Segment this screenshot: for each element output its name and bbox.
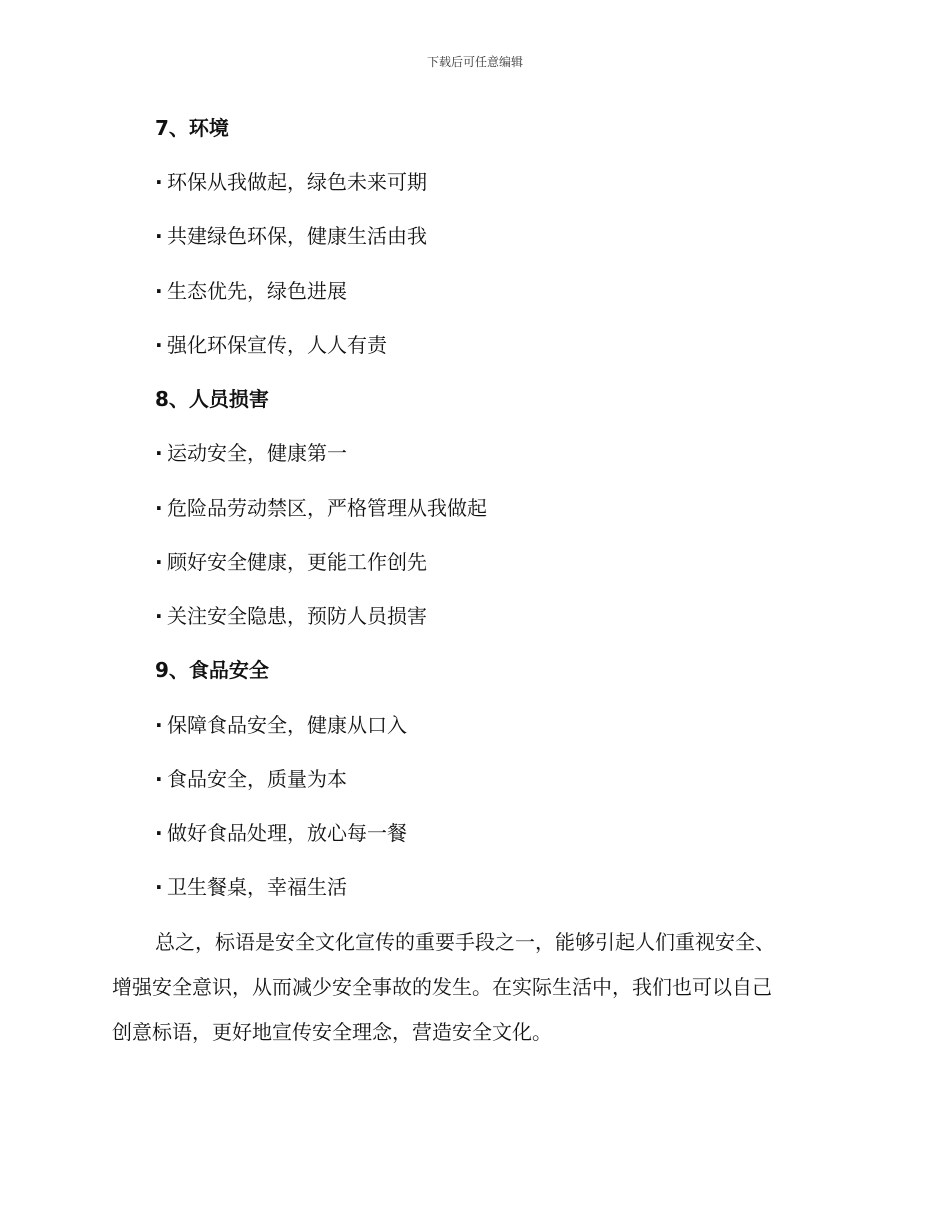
list-item-text: 卫生餐桌，幸福生活 bbox=[167, 875, 347, 899]
list-item bbox=[155, 439, 347, 467]
bullet-icon: · bbox=[155, 604, 163, 628]
bullet-icon: · bbox=[155, 441, 163, 465]
list-item bbox=[155, 765, 347, 793]
bullet-icon: · bbox=[155, 170, 163, 194]
bullet-icon: · bbox=[155, 550, 163, 574]
conclusion-line: 增强安全意识，从而减少安全事故的发生。在实际生活中，我们也可以自己 bbox=[112, 975, 772, 999]
bullet-icon: · bbox=[155, 713, 163, 737]
list-item-text: 环保从我做起，绿色未来可期 bbox=[167, 170, 427, 194]
list-item-text: 保障食品安全，健康从口入 bbox=[167, 713, 407, 737]
list-item bbox=[155, 168, 427, 196]
list-item bbox=[155, 277, 347, 305]
section-heading-environment: 7、环境 bbox=[155, 116, 229, 140]
list-item-text: 顾好安全健康，更能工作创先 bbox=[167, 550, 427, 574]
list-item bbox=[155, 711, 407, 739]
list-item-text: 做好食品处理，放心每一餐 bbox=[167, 821, 407, 845]
conclusion-line: 总之，标语是安全文化宣传的重要手段之一，能够引起人们重视安全、 bbox=[155, 930, 775, 954]
bullet-icon: · bbox=[155, 821, 163, 845]
list-item-text: 食品安全，质量为本 bbox=[167, 767, 347, 791]
list-item bbox=[155, 494, 487, 522]
bullet-icon: · bbox=[155, 224, 163, 248]
bullet-icon: · bbox=[155, 279, 163, 303]
list-item-text: 共建绿色环保，健康生活由我 bbox=[167, 224, 427, 248]
conclusion-line: 创意标语，更好地宣传安全理念，营造安全文化。 bbox=[112, 1020, 552, 1044]
list-item bbox=[155, 819, 407, 847]
list-item-text: 运动安全，健康第一 bbox=[167, 441, 347, 465]
list-item-text: 危险品劳动禁区，严格管理从我做起 bbox=[167, 496, 487, 520]
page-header: 下载后可任意编辑 bbox=[426, 55, 523, 69]
bullet-icon: · bbox=[155, 875, 163, 899]
list-item-text: 生态优先，绿色进展 bbox=[167, 279, 347, 303]
list-item-text: 强化环保宣传，人人有责 bbox=[167, 333, 387, 357]
list-item-text: 关注安全隐患，预防人员损害 bbox=[167, 604, 427, 628]
list-item bbox=[155, 548, 427, 576]
list-item bbox=[155, 222, 427, 250]
list-item bbox=[155, 602, 427, 630]
section-heading-food-safety: 9、食品安全 bbox=[155, 658, 269, 682]
list-item bbox=[155, 331, 387, 359]
bullet-icon: · bbox=[155, 767, 163, 791]
bullet-icon: · bbox=[155, 333, 163, 357]
conclusion-paragraph bbox=[112, 920, 852, 1055]
list-item bbox=[155, 873, 347, 901]
section-heading-personnel-injury: 8、人员损害 bbox=[155, 387, 269, 411]
bullet-icon: · bbox=[155, 496, 163, 520]
